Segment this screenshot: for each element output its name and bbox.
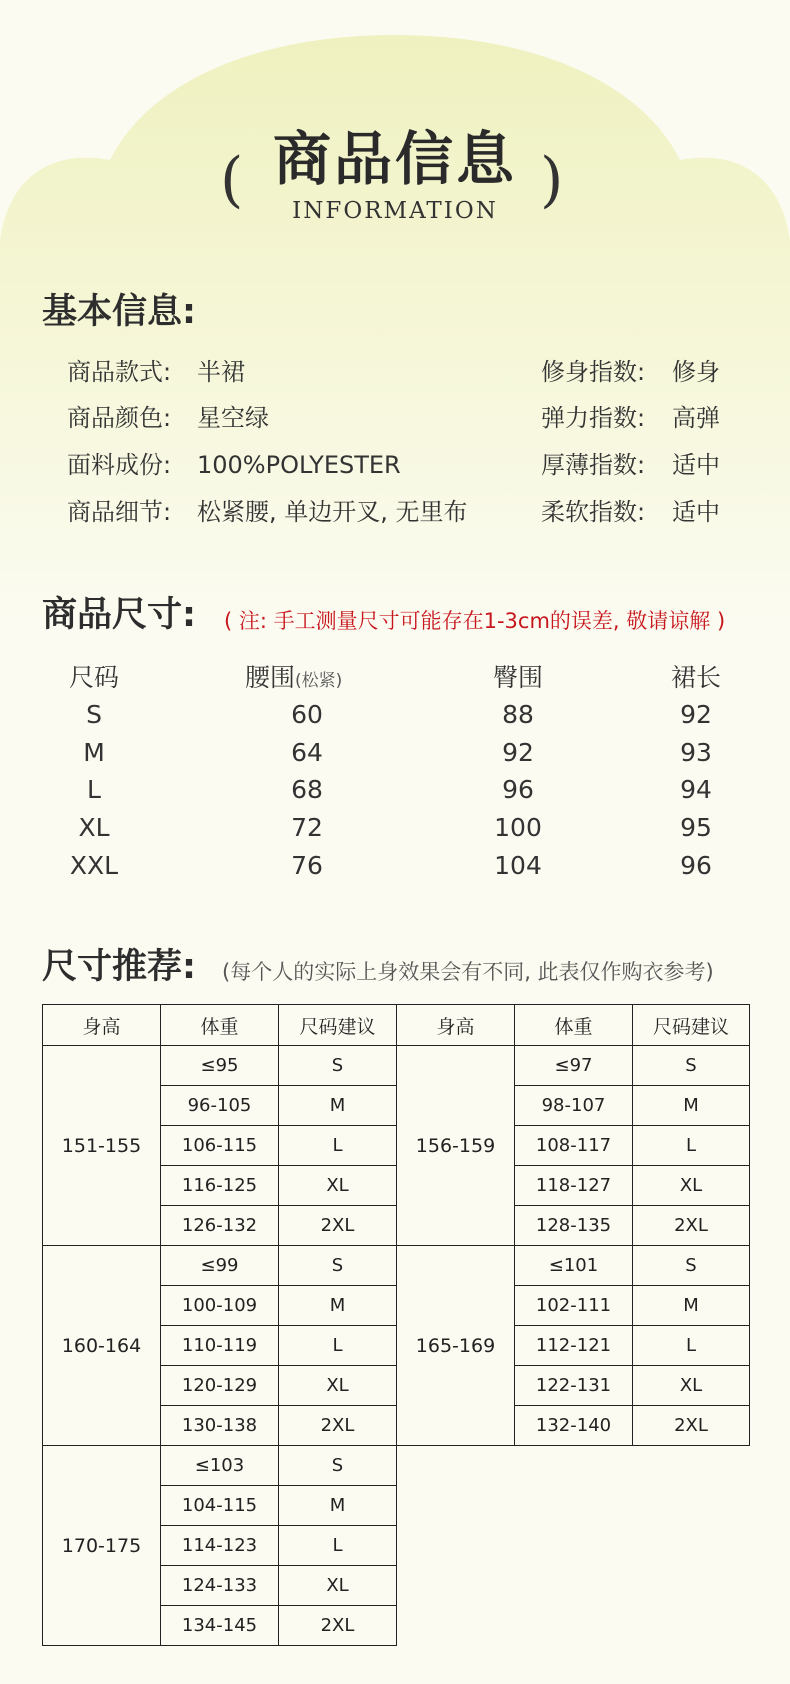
header-weight: 体重: [515, 1005, 633, 1046]
size-advice-cell: S: [279, 1446, 397, 1486]
height-cell: 151-155: [43, 1046, 161, 1246]
waist-cell: 76: [291, 851, 323, 880]
weight-cell: 114-123: [161, 1526, 279, 1566]
basic-info-heading: 基本信息:: [42, 292, 196, 332]
info-label: 柔软指数:: [541, 498, 646, 526]
waist-cell: 60: [291, 700, 323, 729]
weight-cell: 134-145: [161, 1606, 279, 1646]
length-cell: 94: [680, 775, 712, 804]
info-label: 商品细节:: [67, 498, 172, 526]
weight-cell: 104-115: [161, 1486, 279, 1526]
size-header-length: 裙长: [670, 663, 721, 692]
size-note: ( 注: 手工测量尺寸可能存在1-3cm的误差, 敬请谅解 ): [224, 609, 726, 633]
weight-cell: 110-119: [161, 1326, 279, 1366]
size-header-hip: 臀围: [492, 663, 543, 692]
table-row: [43, 1046, 750, 1086]
weight-cell: 130-138: [161, 1406, 279, 1446]
size-advice-cell: S: [279, 1246, 397, 1286]
recommend-note: (每个人的实际上身效果会有不同, 此表仅作购衣参考): [222, 960, 714, 984]
weight-cell: ≤95: [161, 1046, 279, 1086]
info-label: 厚薄指数:: [541, 451, 646, 479]
size-advice-cell: XL: [279, 1566, 397, 1606]
size-advice-cell: 2XL: [633, 1206, 750, 1246]
header-weight: 体重: [161, 1005, 279, 1046]
header-height: 身高: [397, 1005, 515, 1046]
weight-cell: 102-111: [515, 1286, 633, 1326]
length-cell: 96: [680, 851, 712, 880]
info-value: 松紧腰, 单边开叉, 无里布: [197, 498, 468, 526]
weight-cell: 132-140: [515, 1406, 633, 1446]
size-advice-cell: 2XL: [633, 1406, 750, 1446]
size-advice-cell: 2XL: [279, 1606, 397, 1646]
height-cell: 156-159: [397, 1046, 515, 1246]
info-label: 面料成份:: [67, 451, 172, 479]
size-advice-cell: M: [279, 1086, 397, 1126]
weight-cell: 128-135: [515, 1206, 633, 1246]
info-value: 100%POLYESTER: [197, 451, 401, 479]
waist-note: (松紧): [295, 671, 343, 691]
info-value: 半裙: [197, 358, 245, 386]
waist-cell: 72: [291, 813, 323, 842]
info-label: 商品颜色:: [67, 404, 172, 432]
table-row: [43, 1246, 750, 1286]
size-advice-cell: L: [279, 1526, 397, 1566]
info-label: 修身指数:: [541, 358, 646, 386]
weight-cell: 120-129: [161, 1366, 279, 1406]
size-heading: 商品尺寸:: [42, 595, 196, 635]
header-size-advice: 尺码建议: [279, 1005, 397, 1046]
waist-cell: 64: [291, 738, 323, 767]
size-advice-cell: L: [633, 1326, 750, 1366]
weight-cell: 108-117: [515, 1126, 633, 1166]
hip-cell: 96: [502, 775, 534, 804]
page-subtitle: INFORMATION: [292, 198, 498, 224]
size-advice-cell: M: [279, 1486, 397, 1526]
size-advice-cell: XL: [279, 1166, 397, 1206]
weight-cell: 122-131: [515, 1366, 633, 1406]
weight-cell: ≤97: [515, 1046, 633, 1086]
header-height: 身高: [43, 1005, 161, 1046]
size-advice-cell: 2XL: [279, 1406, 397, 1446]
size-advice-cell: 2XL: [279, 1206, 397, 1246]
hip-cell: 88: [502, 700, 534, 729]
size-advice-cell: S: [279, 1046, 397, 1086]
hip-cell: 100: [494, 813, 542, 842]
weight-cell: 106-115: [161, 1126, 279, 1166]
size-recommendation-table: [42, 1004, 750, 1646]
size-cell: L: [87, 775, 101, 804]
length-cell: 92: [680, 700, 712, 729]
empty-area: [397, 1446, 750, 1646]
weight-cell: 98-107: [515, 1086, 633, 1126]
weight-cell: ≤99: [161, 1246, 279, 1286]
waist-cell: 68: [291, 775, 323, 804]
info-value: 高弹: [672, 404, 720, 432]
info-value: 适中: [672, 451, 720, 479]
weight-cell: 100-109: [161, 1286, 279, 1326]
waist-label: 腰围: [245, 663, 296, 692]
height-cell: 165-169: [397, 1246, 515, 1446]
size-advice-cell: M: [633, 1286, 750, 1326]
weight-cell: ≤101: [515, 1246, 633, 1286]
size-advice-cell: L: [279, 1126, 397, 1166]
info-label: 弹力指数:: [541, 404, 646, 432]
weight-cell: 118-127: [515, 1166, 633, 1206]
size-cell: XXL: [69, 851, 119, 880]
size-header-waist: [245, 665, 342, 690]
weight-cell: 126-132: [161, 1206, 279, 1246]
info-label: 商品款式:: [67, 358, 172, 386]
size-advice-cell: XL: [633, 1166, 750, 1206]
hip-cell: 104: [494, 851, 542, 880]
length-cell: 93: [680, 738, 712, 767]
page-title: 商品信息: [272, 125, 517, 193]
size-cell: M: [83, 738, 105, 767]
table-row: [43, 1446, 750, 1486]
weight-cell: 124-133: [161, 1566, 279, 1606]
size-advice-cell: XL: [279, 1366, 397, 1406]
recommend-heading: 尺寸推荐:: [42, 947, 196, 987]
size-advice-cell: M: [633, 1086, 750, 1126]
size-advice-cell: M: [279, 1286, 397, 1326]
size-advice-cell: L: [279, 1326, 397, 1366]
size-cell: S: [86, 700, 102, 729]
size-cell: XL: [78, 813, 110, 842]
info-value: 修身: [672, 358, 720, 386]
height-cell: 170-175: [43, 1446, 161, 1646]
info-value: 星空绿: [197, 404, 269, 432]
weight-cell: 112-121: [515, 1326, 633, 1366]
size-advice-cell: L: [633, 1126, 750, 1166]
header-size-advice: 尺码建议: [633, 1005, 750, 1046]
size-advice-cell: XL: [633, 1366, 750, 1406]
weight-cell: ≤103: [161, 1446, 279, 1486]
height-cell: 160-164: [43, 1246, 161, 1446]
table-header-row: [43, 1005, 750, 1046]
size-advice-cell: S: [633, 1046, 750, 1086]
left-parenthesis: (: [220, 145, 244, 215]
hip-cell: 92: [502, 738, 534, 767]
weight-cell: 96-105: [161, 1086, 279, 1126]
info-value: 适中: [672, 498, 720, 526]
right-parenthesis: ): [540, 145, 564, 215]
size-header-size: 尺码: [68, 663, 119, 692]
size-advice-cell: S: [633, 1246, 750, 1286]
weight-cell: 116-125: [161, 1166, 279, 1206]
length-cell: 95: [680, 813, 712, 842]
